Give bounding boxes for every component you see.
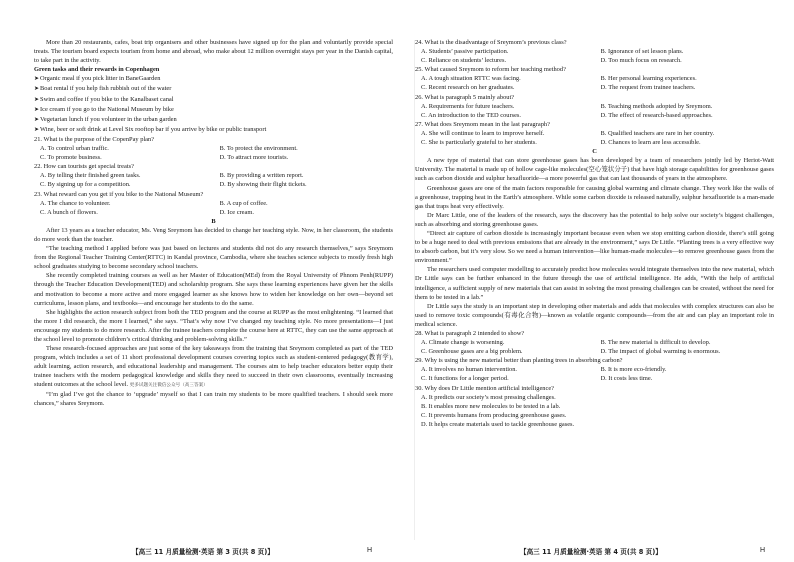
option-c[interactable]: C. It functions for a longer period. (421, 375, 509, 383)
option-c[interactable]: C. A bunch of flowers. (40, 208, 98, 216)
question-22 (34, 162, 393, 189)
option-c[interactable]: C. She is particularly grateful to her students. (421, 139, 537, 147)
question-25 (415, 65, 774, 92)
question-30 (415, 384, 774, 429)
rewards-list (34, 74, 393, 135)
option-b[interactable]: B. Her personal learning experiences. (600, 75, 697, 83)
option-b[interactable]: B. A cup of coffee. (219, 199, 268, 207)
right-page (415, 38, 774, 546)
option-c[interactable]: C. To promote business. (40, 154, 102, 162)
question-options (415, 74, 774, 92)
option-a[interactable]: A. She will continue to learn to improve herself. (421, 129, 545, 137)
watermark-note: 更多试题关注微信公众号（高三答案） (129, 382, 208, 388)
option-d[interactable]: D. The impact of global warming is enormous. (600, 348, 721, 356)
question-28 (415, 329, 774, 356)
rewards-title: Green tasks and their rewards in Copenhagen (34, 66, 160, 74)
question-stem: 27. What does Sreymom mean in the last paragraph? (415, 120, 550, 128)
passage-b-paragraph-5: These research-focused approaches are just some of the key takeaways from the training that Sreymom completed as part of the TED program, which includes a set of 11 short professional development courses covering topics such as student-centered pedagogy(教育学), adult learning, action research, and educational leadership and management. The courses aim to help teacher educators better equip their trainee teachers with the modern pedagogical knowledge and skills they need to succeed in their own classrooms, eventually increasing student outcomes at the school level. 更多试题关注微信公众号（高三答案） (34, 345, 393, 389)
option-a[interactable]: A. It predicts our society’s most pressing challenges. (421, 393, 556, 401)
option-c[interactable]: C. An introduction to the TED courses. (421, 111, 521, 119)
question-24 (415, 38, 774, 65)
question-options (415, 365, 774, 383)
question-options (415, 102, 774, 120)
reward-item: ➤Ice cream if you go to the National Museum by bike (34, 105, 174, 113)
passage-b-paragraph-3: She recently completed training courses as well as her Master of Education(MEd) from the Royal University of Phnom Penh(RUPP) through the Teacher Education Development(TED) and scholarship program. She says these learning experiences have given her the skills and motivation to become a more active and more engaged learner as she knows how to widen her knowledge on her own—beyond set curriculums, lesson plans, and textbooks—and encourage her students to do the same. (34, 272, 393, 307)
passage-b-paragraph-4: She highlights the action research subject from both the TED program and the course at RUPP as the most enlightening. “I learned that the more I did research, the more I learned,” she says. “That’s why now I’ve changed my teaching style. No more presentations—I just encourage my students to do more research. After the trainee teachers complete the course here at RTTC, they can use the same approach at the school level to promote children’s critical thinking and problem-solving skills.” (34, 308, 393, 343)
question-27 (415, 120, 774, 147)
arrow-icon: ➤ (34, 126, 40, 133)
question-23 (34, 190, 393, 217)
passage-c-paragraph-4: “Direct air capture of carbon dioxide is increasingly important because even when we stop emitting carbon dioxide, there’s still going to be a huge need to deal with previous emissions that are already in the environment,” says Dr Little. “Planting trees is a very effective way to absorb carbon, but it’s very slow. So we need a human intervention—like human-made molecules—to remove greenhouse gases from the environment.” (415, 229, 774, 265)
option-b[interactable]: B. It is more eco-friendly. (600, 366, 667, 374)
left-page (34, 38, 393, 546)
question-stem: 22. How can tourists get special treats? (34, 163, 134, 171)
option-d[interactable]: D. By showing their flight tickets. (219, 181, 307, 189)
question-options (415, 393, 774, 429)
question-29 (415, 356, 774, 383)
question-26 (415, 93, 774, 120)
arrow-icon: ➤ (34, 106, 40, 113)
question-stem: 21. What is the purpose of the CopenPay plan? (34, 135, 155, 143)
option-a[interactable]: A. Climate change is worsening. (421, 339, 505, 347)
option-a[interactable]: A. Requirements for future teachers. (421, 102, 515, 110)
option-b[interactable]: B. Ignorance of set lesson plans. (600, 48, 684, 56)
option-c[interactable]: C. Reliance on students’ lectures. (421, 57, 507, 65)
section-b-heading: B (211, 217, 216, 225)
reward-item: ➤Wine, beer or soft drink at Level Six rooftop bar if you arrive by bike or public transport (34, 125, 267, 133)
arrow-icon: ➤ (34, 86, 40, 93)
option-b[interactable]: B. It enables more new molecules to be tested in a lab. (421, 402, 561, 410)
passage-c-paragraph-1: A new type of material that can store greenhouse gases has been developed by a team of researchers jointly led by Heriot-Watt University. The material is made up of hollow cage-like molecules(空心笼状分子) that have high storage capabilities for greenhouse gases such as carbon dioxide and sulphur hexafluoride—a more powerful gas that can last thousands of years in the atmosphere. (415, 157, 774, 183)
passage-c-paragraph-3: Dr Marc Little, one of the leaders of the research, says the discovery has the potential to help solve our society’s biggest challenges, such as absorbing and storing greenhouse gases. (415, 211, 774, 228)
option-d[interactable]: D. The request from trainee teachers. (600, 84, 696, 92)
option-b[interactable]: B. By providing a written report. (219, 172, 304, 180)
intro-paragraph: More than 20 restaurants, cafes, boat trip organisers and other businesses have signed up for the plan and voluntarily provide special treats. The tourism board expects tourism from home and abroad, who make about 12 million overnight stays per year in the Danish capital, to take part in the activity. (34, 39, 393, 65)
reward-item: ➤Swim and coffee if you bike to the Kanalbaset canal (34, 95, 174, 103)
arrow-icon: ➤ (34, 116, 40, 123)
passage-b-paragraph-2: “The teaching method I applied before was just based on lectures and students did not do any research themselves,” says Sreymom from the Regional Teacher Training Center(RTTC) in Kandal province, Cambodia, where she teaches science subjects to mostly fresh high school graduates studying to become secondary school teachers. (34, 245, 393, 271)
question-options (34, 199, 393, 217)
option-d[interactable]: D. Chances to learn are less accessible. (600, 139, 701, 147)
option-a[interactable]: A. The chance to volunteer. (40, 199, 111, 207)
option-c[interactable]: C. Recent research on her graduates. (421, 84, 515, 92)
question-stem: 30. Why does Dr Little mention artificial intelligence? (415, 384, 555, 392)
question-options (415, 129, 774, 147)
question-options (34, 171, 393, 189)
arrow-icon: ➤ (34, 76, 40, 83)
option-d[interactable]: D. The effect of research-based approaches. (600, 111, 713, 119)
option-d[interactable]: D. It helps create materials used to tackle greenhouse gases. (421, 420, 575, 428)
section-c-heading: C (592, 148, 597, 156)
option-a[interactable]: A. A tough situation RTTC was facing. (421, 75, 521, 83)
passage-c-paragraph-2: Greenhouse gases are one of the main factors responsible for causing global warming and climate change. They work like the walls of a greenhouse, trapping heat in the Earth’s atmosphere. While some carbon dioxide is released naturally, sulphur hexafluoride is a man-made gas that traps heat very effectively. (415, 184, 774, 210)
question-options (415, 338, 774, 356)
option-c[interactable]: C. It prevents humans from producing greenhouse gases. (421, 411, 567, 419)
footer-left: 【高三 11 月质量检测·英语 第 3 页(共 8 页)】 (132, 548, 274, 556)
option-b[interactable]: B. The new material is difficult to develop. (600, 339, 711, 347)
version-mark-right: H (760, 547, 766, 554)
question-options (34, 144, 393, 162)
reward-item: ➤Vegetarian lunch if you volunteer in the urban garden (34, 115, 177, 123)
option-d[interactable]: D. To attract more tourists. (219, 154, 289, 162)
option-d[interactable]: D. It costs less time. (600, 375, 653, 383)
option-d[interactable]: D. Ice cream. (219, 208, 254, 216)
option-b[interactable]: B. Qualified teachers are rare in her country. (600, 129, 715, 137)
question-stem: 24. What is the disadvantage of Sreymom’s previous class? (415, 39, 567, 46)
option-a[interactable]: A. It involves no human intervention. (421, 366, 518, 374)
question-stem: 28. What is paragraph 2 intended to show? (415, 330, 525, 337)
passage-c-paragraph-5: The researchers used computer modelling to accurately predict how molecules would integrate themselves into the new material, which Dr Little says can be further enhanced in the future through the use of artificial intelligence. He adds, “With the help of artificial intelligence, a sufficient supply of new materials that can assist in solving the most pressing challenges can be created, without the need for them to be tested in a lab.” (415, 266, 774, 301)
question-stem: 23. What reward can you get if you bike to the National Museum? (34, 190, 204, 198)
question-21 (34, 135, 393, 162)
passage-b-paragraph-1: After 13 years as a teacher educator, Ms. Veng Sreymom has decided to change her teaching style. Now, in her classroom, the students do more work than the teacher. (34, 226, 393, 243)
reward-item: ➤Organic meal if you pick litter in BaneGaarden (34, 75, 161, 83)
option-d[interactable]: D. Too much focus on research. (600, 57, 682, 65)
arrow-icon: ➤ (34, 96, 40, 103)
passage-b-paragraph-6: “I’m glad I’ve got the chance to ‘upgrade’ myself so that I can train my students to be more qualified teachers. I should seek more chances,” shares Sreymom. (34, 390, 393, 407)
question-stem: 29. Why is using the new material better than planting trees in absorbing carbon? (415, 357, 623, 365)
option-a[interactable]: A. Students’ passive participation. (421, 48, 509, 56)
version-mark-left: H (367, 547, 373, 554)
passage-c-paragraph-6: Dr Little says the study is an important step in developing other materials and adds that molecules with complex structures can also be used to remove toxic compounds(有毒化合物)—known as volatile organic compounds—from the air and can play an important role in medical science. (415, 302, 774, 328)
option-b[interactable]: B. To protect the environment. (219, 145, 298, 153)
question-stem: 26. What is paragraph 5 mainly about? (415, 93, 515, 101)
option-b[interactable]: B. Teaching methods adopted by Sreymom. (600, 102, 713, 110)
reward-item: ➤Boat rental if you help fish rubbish out of the water (34, 85, 172, 93)
option-c[interactable]: C. Greenhouse gases are a big problem. (421, 348, 523, 356)
option-c[interactable]: C. By signing up for a competition. (40, 181, 131, 189)
question-options (415, 47, 774, 65)
option-a[interactable]: A. By telling their finished green tasks. (40, 172, 141, 180)
question-stem: 25. What caused Sreymom to reform her teaching method? (415, 66, 566, 74)
option-a[interactable]: A. To control urban traffic. (40, 145, 109, 153)
footer-right: 【高三 11 月质量检测·英语 第 4 页(共 8 页)】 (520, 548, 662, 556)
